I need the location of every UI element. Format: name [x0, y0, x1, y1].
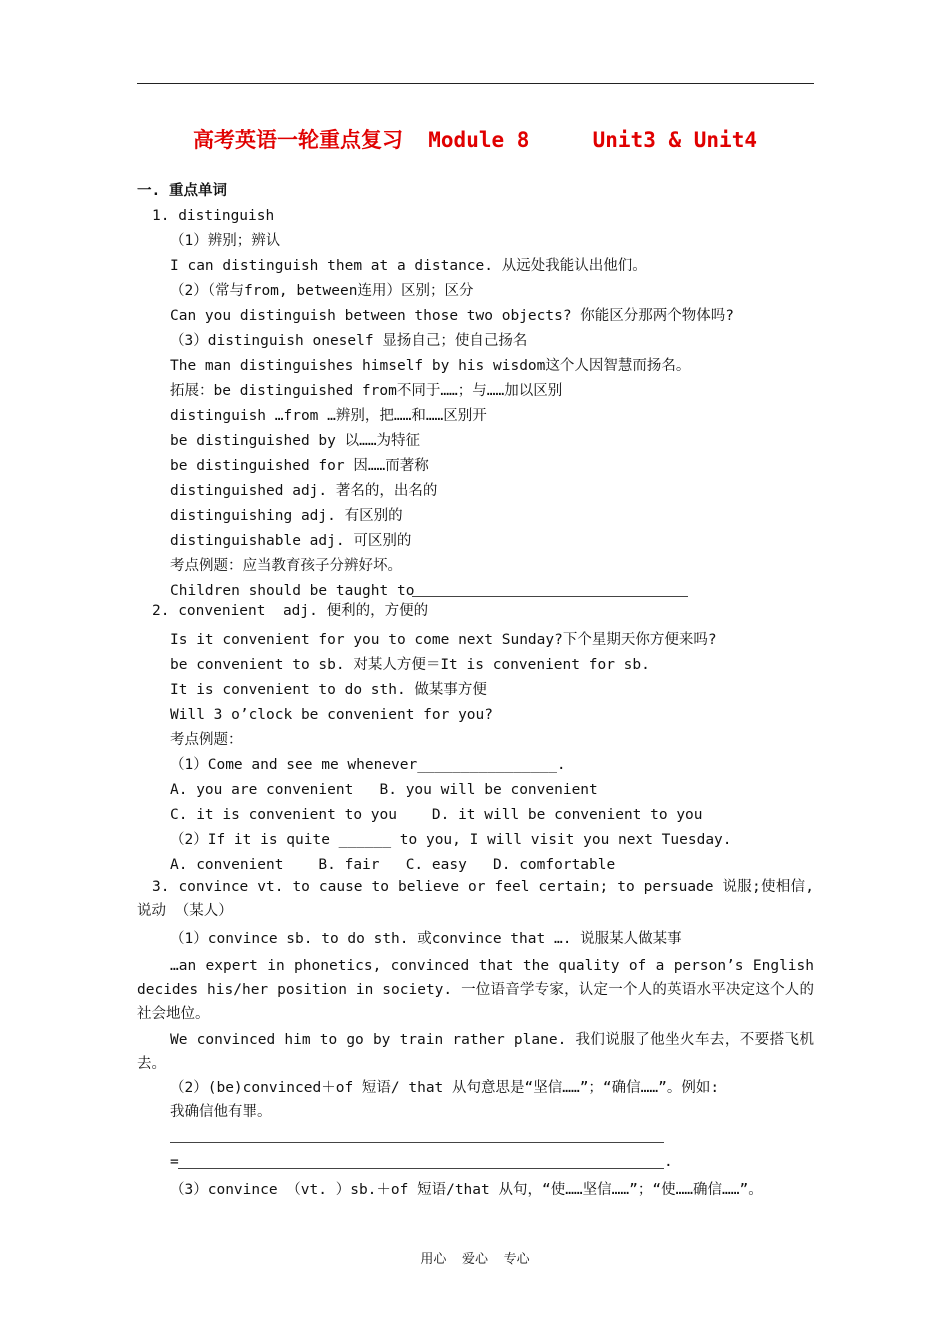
page-footer: 用心 爱心 专心 — [420, 1252, 530, 1267]
text-line: distinguishable adj. 可区别的 — [170, 533, 412, 549]
page-title: 高考英语一轮重点复习 Module 8 Unit3 & Unit4 — [192, 128, 757, 152]
text-line: distinguishing adj. 有区别的 — [170, 508, 403, 524]
text-line: Children should be taught to — [170, 583, 415, 599]
question-line: （2）If it is quite ______ to you, I will visit you next Tuesday. — [170, 832, 732, 848]
answer-blank — [170, 1142, 664, 1143]
example-line: be convenient to sb. 对某人方便＝It is convenient for sb. — [170, 657, 650, 673]
word-3-heading: 3. convince vt. to cause to believe or feel certain; to persuade 说服;使相信,说动 （某人） — [137, 879, 814, 919]
example-line: Can you distinguish between those two objects? 你能区分那两个物体吗? — [170, 308, 735, 324]
example-paragraph: …an expert in phonetics, convinced that the quality of a person’s English decides his/her position in society. 一位语音学专家，认定一个人的英语水平决定这个人的社会地位。 — [137, 958, 814, 1022]
equals-mark: = — [170, 1154, 179, 1170]
example-line: I can distinguish them at a distance. 从远处我能认出他们。 — [170, 258, 647, 274]
options-line: A. you are convenient B. you will be convenient — [170, 782, 598, 798]
text-line: 我确信他有罪。 — [170, 1104, 272, 1120]
text-line: （2）(be)convinced＋of 短语/ that 从句意思是“坚信……”；“确信……”。例如: — [170, 1080, 720, 1096]
example-line: Is it convenient for you to come next Sunday?下个星期天你方便来吗? — [170, 632, 717, 648]
example-paragraph: We convinced him to go by train rather plane. 我们说服了他坐火车去，不要搭飞机去。 — [137, 1032, 814, 1072]
header-rule — [137, 83, 814, 84]
word-2-heading: 2. convenient adj. 便利的，方便的 — [152, 603, 429, 619]
example-line: Will 3 o’clock be convenient for you? — [170, 707, 494, 723]
text-line: 拓展：be distinguished from不同于……；与……加以区别 — [170, 383, 563, 399]
text-line: 考点例题：应当教育孩子分辨好坏。 — [170, 558, 402, 574]
question-line: （1）Come and see me whenever________________. — [170, 757, 566, 773]
answer-blank — [178, 1168, 664, 1169]
word-1-heading: 1. distinguish — [152, 208, 275, 224]
text-line: （1）辨别；辨认 — [170, 233, 281, 249]
text-line: （1）convince sb. to do sth. 或convince that …. 说服某人做某事 — [170, 931, 682, 947]
period-mark: . — [664, 1154, 673, 1170]
text-line: distinguish …from …辨别，把……和……区别开 — [170, 408, 487, 424]
text-line: distinguished adj. 著名的，出名的 — [170, 483, 438, 499]
example-line: The man distinguishes himself by his wisdom这个人因智慧而扬名。 — [170, 358, 691, 374]
options-line: A. convenient B. fair C. easy D. comfortable — [170, 857, 616, 873]
text-line: 考点例题： — [170, 732, 243, 748]
section-heading: 一. 重点单词 — [137, 183, 227, 199]
options-line: C. it is convenient to you D. it will be convenient to you — [170, 807, 703, 823]
text-line: be distinguished for 因……而著称 — [170, 458, 429, 474]
text-line: （2）（常与from, between连用）区别；区分 — [170, 283, 474, 299]
text-line: （3）convince （vt. ）sb.＋of 短语/that 从句，“使……坚信……”；“使……确信……”。 — [170, 1182, 763, 1198]
text-line: （3）distinguish oneself 显扬自己；使自己扬名 — [170, 333, 528, 349]
answer-blank — [412, 596, 688, 597]
example-line: It is convenient to do sth. 做某事方便 — [170, 682, 487, 698]
text-line: be distinguished by 以……为特征 — [170, 433, 421, 449]
